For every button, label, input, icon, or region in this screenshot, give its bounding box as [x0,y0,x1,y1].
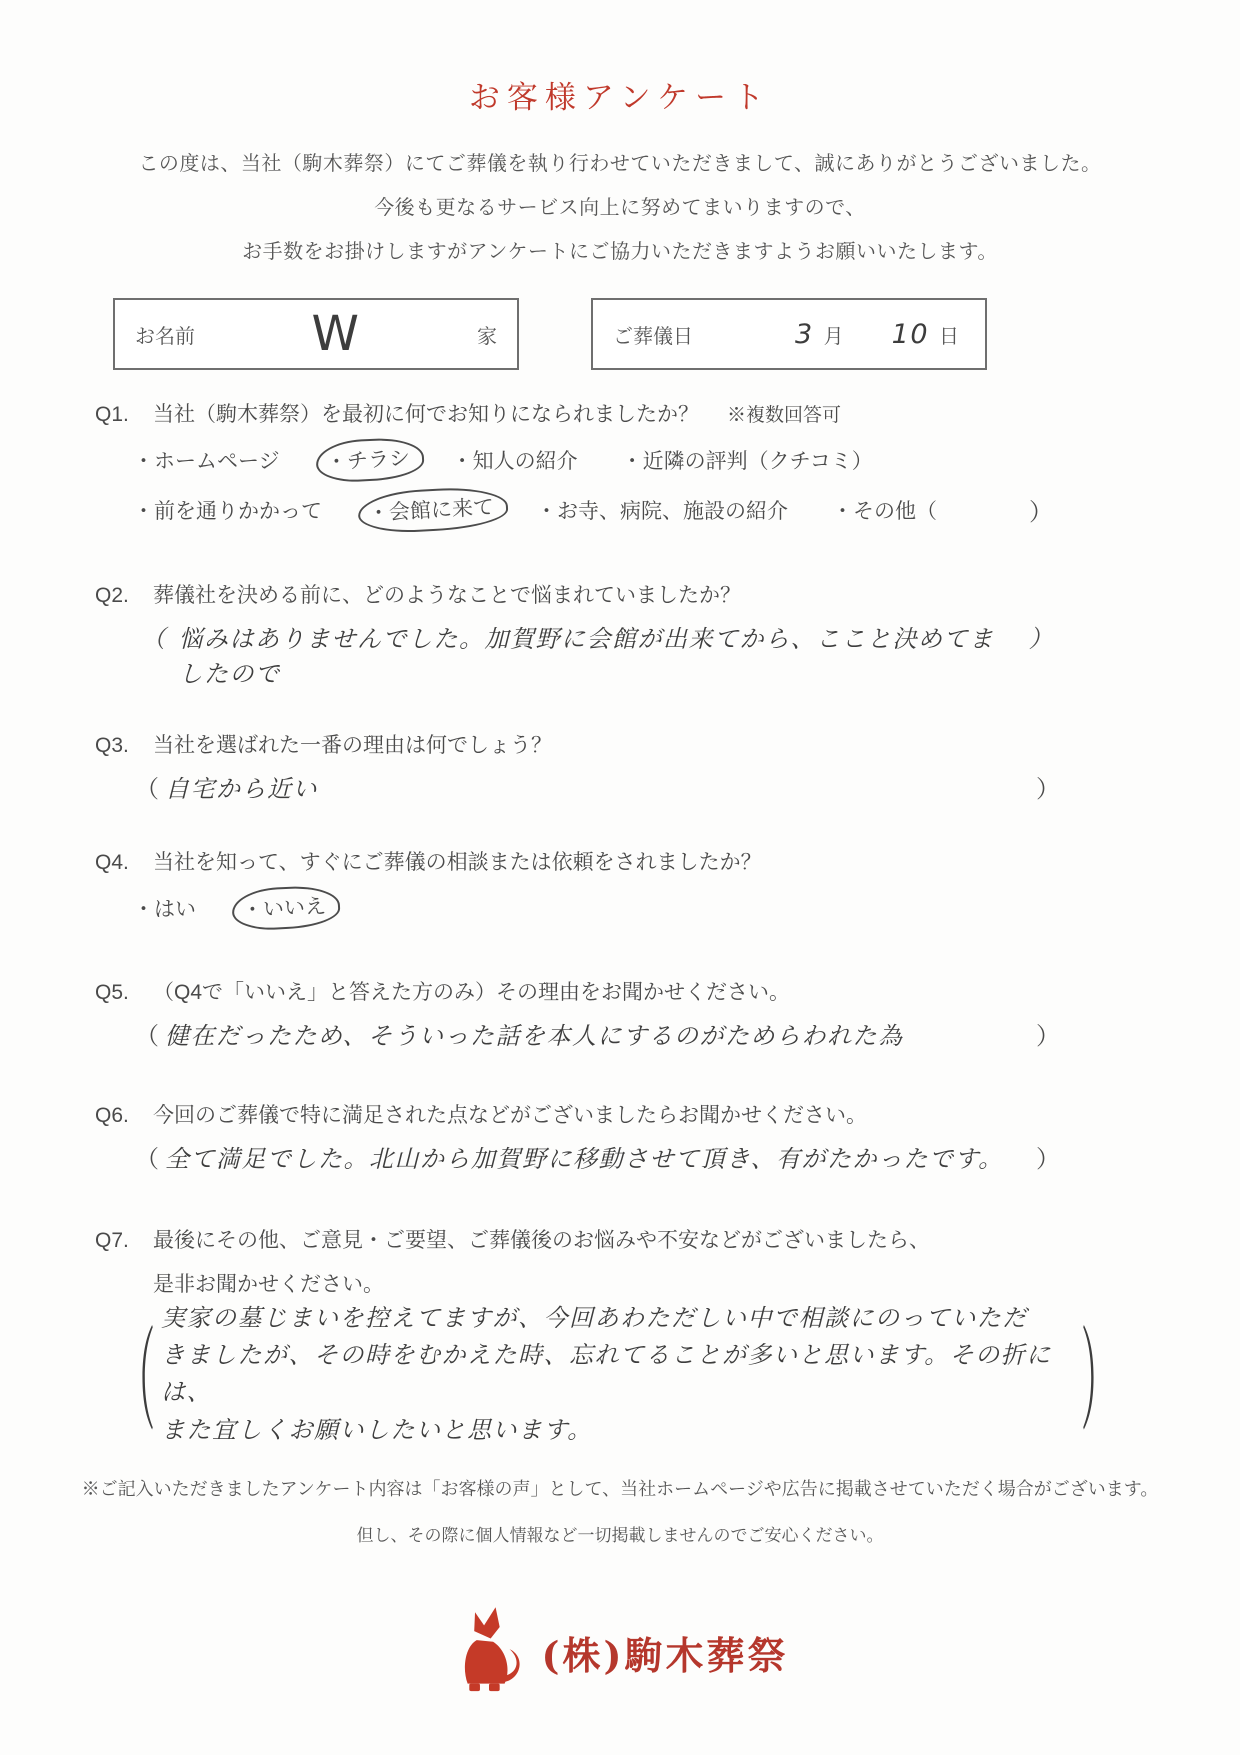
q7-close-paren: ） [1080,1317,1117,1445]
q1-option-homepage: ・ホームページ [133,450,280,473]
q6-answer [135,1139,1060,1174]
day-unit: 日 [939,325,959,348]
intro-line-2: 今後も更なるサービス向上に努めてまいりますので、 [374,197,866,219]
q1-option-visited-hall-circled: ・会館に来て [357,485,509,535]
q7-answer-line1-handwritten: 実家の墓じまいを控えてますが、今回あわただしい中で相談にのっていただ [161,1304,1028,1332]
question-q5 [95,976,1145,1051]
name-box [113,298,519,370]
q6-number: Q6. [95,1104,129,1127]
q6-answer-handwritten: 全て満足でした。北山から加賀野に移動させて頂き、有がたかったです。 [165,1145,1004,1173]
q7-heading-line2 [95,1268,1145,1298]
question-q1 [95,398,1145,527]
q4-options [133,892,1053,924]
q2-answer [135,619,1060,689]
funeral-month-handwritten: 3 [794,318,814,350]
intro-text [95,147,1145,264]
q2-number: Q2. [95,584,129,607]
name-value-handwritten: W [311,306,361,362]
intro-line-3: お手数をお掛けしますがアンケートにご協力いただきますようお願いいたします。 [242,241,998,263]
company-logo [95,1604,1145,1701]
q2-heading [95,579,1145,609]
q3-heading [95,729,1145,759]
q1-option-other: ・その他（ [832,499,937,523]
company-name: (株)駒木葬祭 [541,1632,789,1678]
name-label: お名前 [135,325,195,348]
q7-heading-line1 [95,1224,1145,1254]
q7-answer-line3-handwritten: また宜しくお願いしたいと思います。 [161,1415,593,1444]
q7-number: Q7. [95,1229,129,1252]
footer-disclaimer-2: 但し、その際に個人情報など一切掲載しませんのでご安心ください。 [356,1525,884,1545]
q2-open-paren: （ [141,625,167,653]
q1-options-row1 [133,444,1053,476]
q3-open-paren: （ [135,776,159,803]
q5-open-paren: （ [135,1023,159,1050]
footer-disclaimer-1: ※ご記入いただきましたアンケート内容は「お客様の声」として、当社ホームページや広告に掲載させていただく場合がございます。 [81,1478,1159,1499]
q3-answer [135,769,1060,804]
q3-number: Q3. [95,734,129,757]
q7-answer [113,1300,1123,1449]
name-suffix: 家 [477,325,497,348]
info-boxes [113,298,1145,370]
funeral-day-handwritten: 10 [891,318,929,350]
q5-number: Q5. [95,981,129,1004]
q1-heading [95,398,1145,428]
q7-text-line2: 是非お聞かせください。 [153,1273,384,1296]
q1-other-close-paren: ） [1029,499,1053,526]
q2-close-paren: ） [1028,625,1054,653]
q1-note: ※複数回答可 [727,405,842,426]
q3-answer-handwritten: 自宅から近い [165,775,318,803]
q1-text: 当社（駒木葬祭）を最初に何でお知りになられましたか？ [153,403,699,426]
q7-text-line1: 最後にその他、ご意見・ご要望、ご葬儀後のお悩みや不安などがございましたら、 [153,1229,930,1252]
q5-close-paren: ） [1036,1023,1060,1050]
q6-open-paren: （ [135,1146,159,1173]
question-q7 [95,1224,1145,1449]
q7-answer-lines [161,1300,1075,1449]
q4-text: 当社を知って、すぐにご葬儀の相談または依頼をされましたか？ [153,851,762,874]
funeral-date-box [591,298,987,370]
question-q2 [95,579,1145,689]
q1-option-flyer-circled: ・チラシ [315,436,425,484]
q5-answer [135,1016,1060,1051]
q5-answer-handwritten: 健在だったため、そういった話を本人にするのがためらわれた為 [165,1022,904,1050]
q6-close-paren: ） [1036,1146,1060,1173]
q1-option-reputation: ・近隣の評判（クチコミ） [621,450,873,473]
q6-text: 今回のご葬儀で特に満足された点などがございましたらお聞かせください。 [153,1104,867,1127]
q1-option-passing-by: ・前を通りかかって [133,499,322,523]
intro-line-1: この度は、当社（駒木葬祭）にてご葬儀を執り行わせていただきまして、誠にありがとうございました。 [138,153,1102,175]
q1-option-temple-hospital: ・お寺、病院、施設の紹介 [536,499,788,523]
q4-option-yes: ・はい [133,898,196,921]
q5-text: （Q4で「いいえ」と答えた方のみ）その理由をお聞かせください。 [153,981,791,1004]
question-q4 [95,846,1145,924]
page-title: お客様アンケート [468,80,772,115]
q2-answer-handwritten: 悩みはありませんでした。加賀野に会館が出来てから、ここと決めてましたので [178,625,995,688]
q2-text: 葬儀社を決める前に、どのようなことで悩まれていましたか？ [153,584,741,607]
question-q6 [95,1099,1145,1174]
q1-number: Q1. [95,403,129,426]
q7-open-paren: （ [119,1317,156,1445]
q1-option-referral: ・知人の紹介 [451,450,578,473]
q1-options-row2 [133,492,1053,527]
q7-answer-line2-handwritten: きましたが、その時をむかえた時、忘れてることが多いと思います。その折には、 [161,1341,1052,1407]
q4-option-no-circled: ・いいえ [231,884,341,932]
q5-heading [95,976,1145,1006]
question-q3 [95,729,1145,804]
fox-icon [452,1604,526,1701]
q4-heading [95,846,1145,876]
q4-number: Q4. [95,851,129,874]
q6-heading [95,1099,1145,1129]
funeral-date-label: ご葬儀日 [613,325,693,348]
q3-close-paren: ） [1036,776,1060,803]
month-unit: 月 [823,325,844,348]
q3-text: 当社を選ばれた一番の理由は何でしょう？ [153,734,552,757]
